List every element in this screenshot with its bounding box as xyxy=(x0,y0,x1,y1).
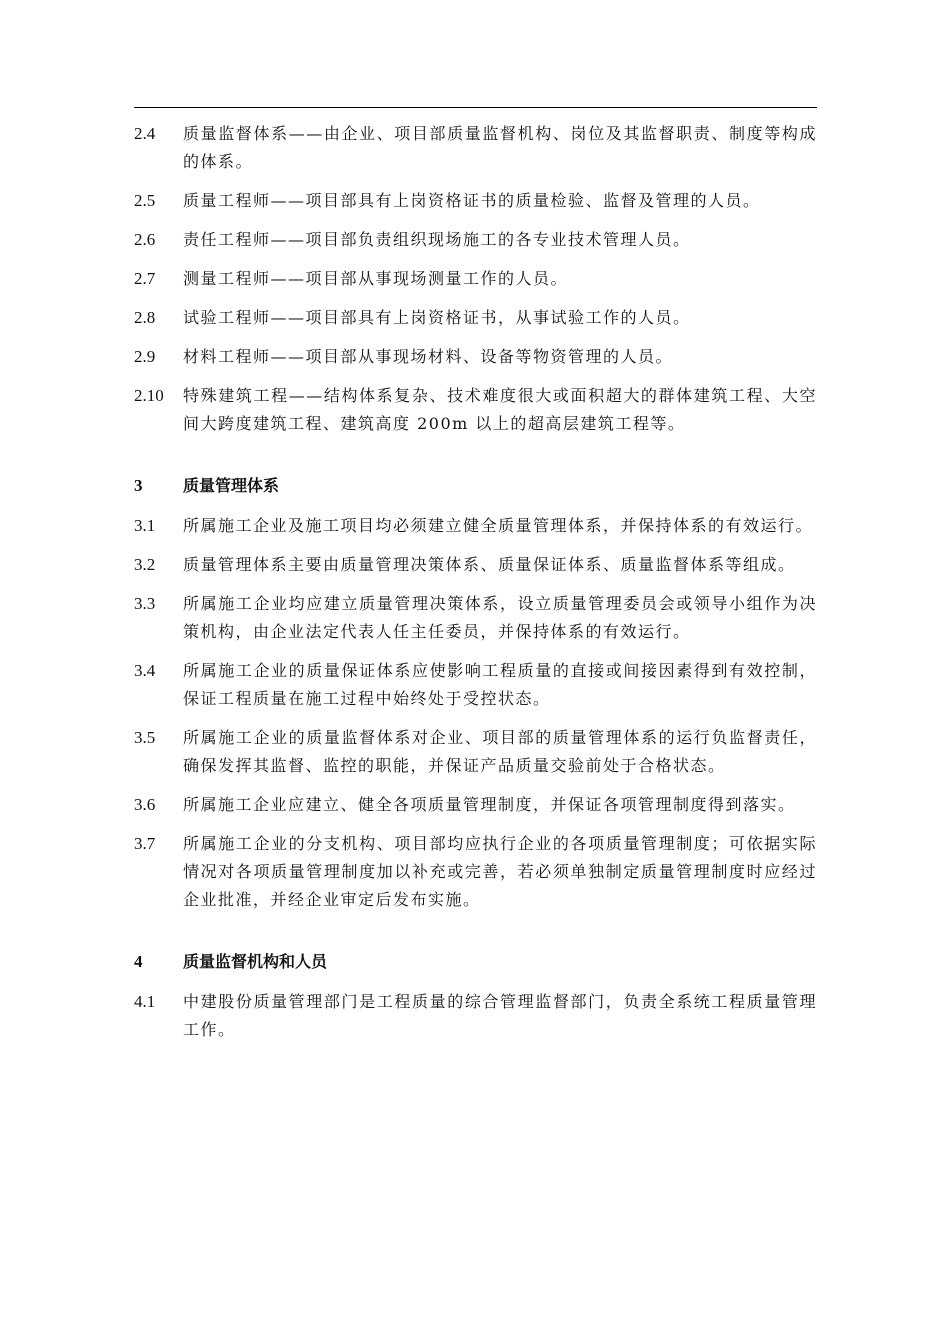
clause-text: 质量工程师——项目部具有上岗资格证书的质量检验、监督及管理的人员。 xyxy=(183,191,761,210)
clause-number: 3.4 xyxy=(134,661,156,680)
clause-3-7 xyxy=(134,830,817,914)
clause-text: 材料工程师——项目部从事现场材料、设备等物资管理的人员。 xyxy=(183,347,674,366)
section-number: 4 xyxy=(134,952,143,971)
clause-2-9 xyxy=(134,343,817,371)
section-title: 质量监督机构和人员 xyxy=(183,952,328,971)
clause-number: 3.1 xyxy=(134,516,156,535)
clause-2-10 xyxy=(134,382,817,438)
clause-text: 所属施工企业的质量保证体系应使影响工程质量的直接或间接因素得到有效控制，保证工程质量在施工过程中始终处于受控状态。 xyxy=(183,661,817,708)
clause-3-6 xyxy=(134,791,817,819)
clause-text: 特殊建筑工程——结构体系复杂、技术难度很大或面积超大的群体建筑工程、大空间大跨度建筑工程、建筑高度 200m 以上的超高层建筑工程等。 xyxy=(183,386,817,433)
clause-number: 3.2 xyxy=(134,555,156,574)
header-rule xyxy=(134,107,817,108)
clause-number: 2.10 xyxy=(134,386,164,405)
clause-number: 2.7 xyxy=(134,269,156,288)
section-number: 3 xyxy=(134,476,143,495)
clause-3-3 xyxy=(134,590,817,646)
clause-3-5 xyxy=(134,724,817,780)
clause-2-8 xyxy=(134,304,817,332)
clause-text: 所属施工企业的分支机构、项目部均应执行企业的各项质量管理制度；可依据实际情况对各项质量管理制度加以补充或完善，若必须单独制定质量管理制度时应经过企业批准，并经企业审定后发布实施。 xyxy=(183,834,817,909)
clause-2-4 xyxy=(134,120,817,176)
section-heading-3 xyxy=(134,472,817,500)
clause-2-7 xyxy=(134,265,817,293)
clause-number: 3.3 xyxy=(134,594,156,613)
clause-text: 所属施工企业及施工项目均必须建立健全质量管理体系，并保持体系的有效运行。 xyxy=(183,516,814,535)
document-body xyxy=(134,120,817,1055)
clause-2-5 xyxy=(134,187,817,215)
section-title: 质量管理体系 xyxy=(183,476,280,495)
clause-text: 测量工程师——项目部从事现场测量工作的人员。 xyxy=(183,269,569,288)
clause-text: 质量监督体系——由企业、项目部质量监督机构、岗位及其监督职责、制度等构成的体系。 xyxy=(183,124,817,171)
clause-number: 2.5 xyxy=(134,191,156,210)
section-heading-4 xyxy=(134,948,817,976)
clause-number: 3.7 xyxy=(134,834,156,853)
clause-text: 试验工程师——项目部具有上岗资格证书，从事试验工作的人员。 xyxy=(183,308,691,327)
clause-number: 2.4 xyxy=(134,124,156,143)
clause-text: 所属施工企业的质量监督体系对企业、项目部的质量管理体系的运行负监督责任，确保发挥其监督、监控的职能，并保证产品质量交验前处于合格状态。 xyxy=(183,728,817,775)
clause-3-1 xyxy=(134,512,817,540)
clause-number: 3.6 xyxy=(134,795,156,814)
clause-number: 2.9 xyxy=(134,347,156,366)
clause-text: 质量管理体系主要由质量管理决策体系、质量保证体系、质量监督体系等组成。 xyxy=(183,555,796,574)
clause-text: 所属施工企业均应建立质量管理决策体系，设立质量管理委员会或领导小组作为决策机构，由企业法定代表人任主任委员，并保持体系的有效运行。 xyxy=(183,594,817,641)
clause-text: 中建股份质量管理部门是工程质量的综合管理监督部门，负责全系统工程质量管理工作。 xyxy=(183,992,817,1039)
clause-4-1 xyxy=(134,988,817,1044)
clause-number: 3.5 xyxy=(134,728,156,747)
clause-number: 2.8 xyxy=(134,308,156,327)
clause-text: 责任工程师——项目部负责组织现场施工的各专业技术管理人员。 xyxy=(183,230,691,249)
clause-3-4 xyxy=(134,657,817,713)
clause-number: 2.6 xyxy=(134,230,156,249)
clause-2-6 xyxy=(134,226,817,254)
clause-3-2 xyxy=(134,551,817,579)
clause-text: 所属施工企业应建立、健全各项质量管理制度，并保证各项管理制度得到落实。 xyxy=(183,795,796,814)
clause-number: 4.1 xyxy=(134,992,156,1011)
